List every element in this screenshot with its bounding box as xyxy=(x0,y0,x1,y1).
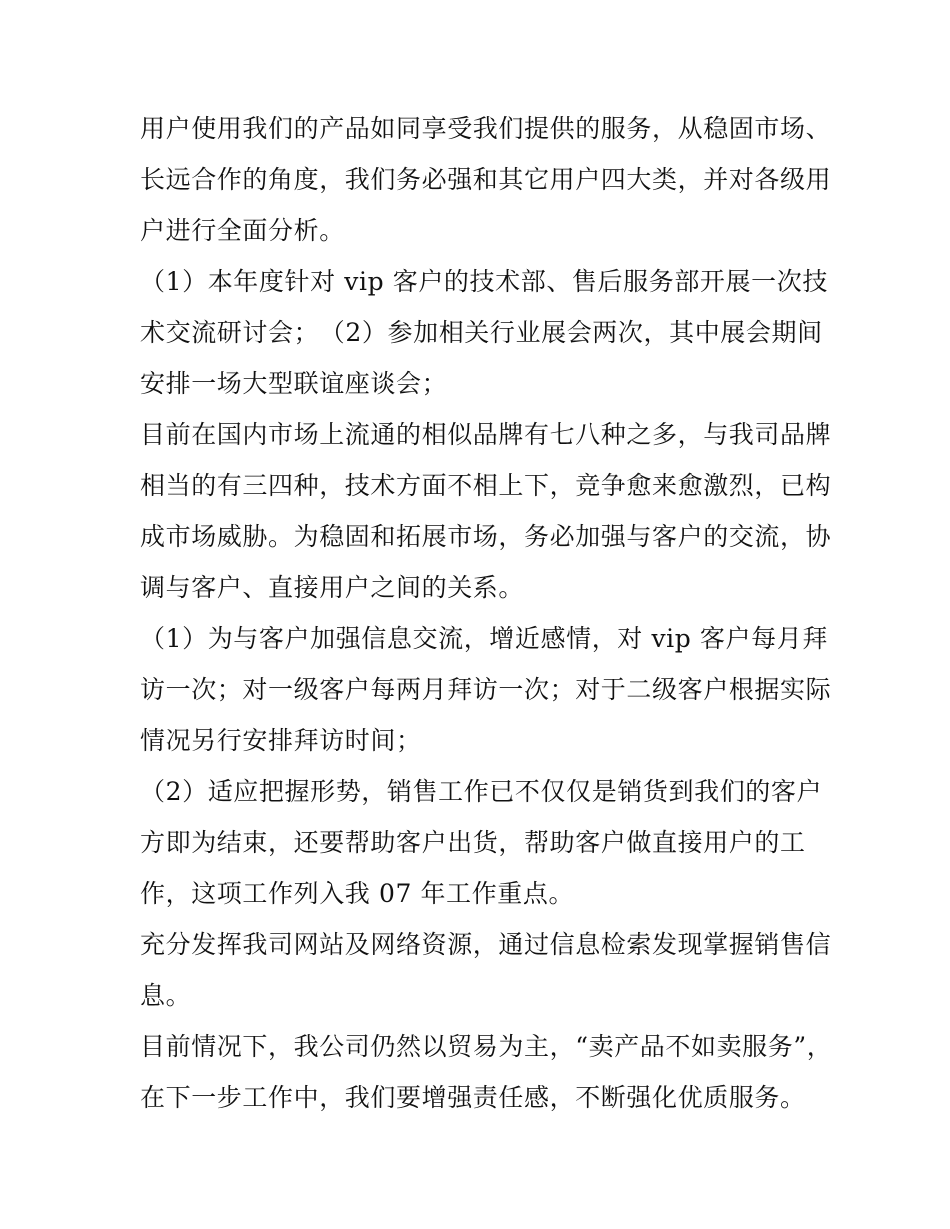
paragraph-2 xyxy=(140,256,830,409)
text-line: 情况另行安排拜访时间； xyxy=(140,726,422,755)
paragraph-4 xyxy=(140,613,830,766)
text-line: （2）适应把握形势，销售工作已不仅仅是销货到我们的客户 xyxy=(140,777,823,806)
text-line: 成市场威胁。为稳固和拓展市场，务必加强与客户的交流，协 xyxy=(140,522,832,551)
text-line: 用户使用我们的产品如同享受我们提供的服务，从稳固市场、 xyxy=(140,114,832,143)
document-body xyxy=(140,103,833,1123)
paragraph-1 xyxy=(140,103,830,256)
paragraph-5 xyxy=(140,766,830,919)
text-line: 术交流研讨会； （2）参加相关行业展会两次，其中展会期间 xyxy=(140,318,823,347)
paragraph-6 xyxy=(140,919,830,1021)
text-line: 调与客户、直接用户之间的关系。 xyxy=(140,573,525,602)
text-line: 相当的有三四种，技术方面不相上下，竞争愈来愈激烈，已构 xyxy=(140,471,832,500)
text-line: 方即为结束，还要帮助客户出货，帮助客户做直接用户的工 xyxy=(140,828,806,857)
text-line: 息。 xyxy=(140,981,192,1010)
text-line: （1）本年度针对 vip 客户的技术部、售后服务部开展一次技 xyxy=(140,267,828,296)
text-line: 在下一步工作中，我们要增强责任感，不断强化优质服务。 xyxy=(140,1083,806,1112)
paragraph-7 xyxy=(140,1021,833,1123)
text-line: 长远合作的角度，我们务必强和其它用户四大类，并对各级用 xyxy=(140,165,832,194)
text-line: （1）为与客户加强信息交流，增近感情，对 vip 客户每月拜 xyxy=(140,624,828,653)
text-line: 目前情况下，我公司仍然以贸易为主，“卖产品不如卖服务”， xyxy=(140,1032,833,1061)
paragraph-3 xyxy=(140,409,830,613)
text-line: 访一次；对一级客户每两月拜访一次；对于二级客户根据实际 xyxy=(140,675,832,704)
text-line: 户进行全面分析。 xyxy=(140,216,345,245)
text-line: 安排一场大型联谊座谈会； xyxy=(140,369,448,398)
text-line: 目前在国内市场上流通的相似品牌有七八种之多，与我司品牌 xyxy=(140,420,832,449)
text-line: 作，这项工作列入我 07 年工作重点。 xyxy=(140,879,575,908)
text-line: 充分发挥我司网站及网络资源，通过信息检索发现掌握销售信 xyxy=(140,930,832,959)
